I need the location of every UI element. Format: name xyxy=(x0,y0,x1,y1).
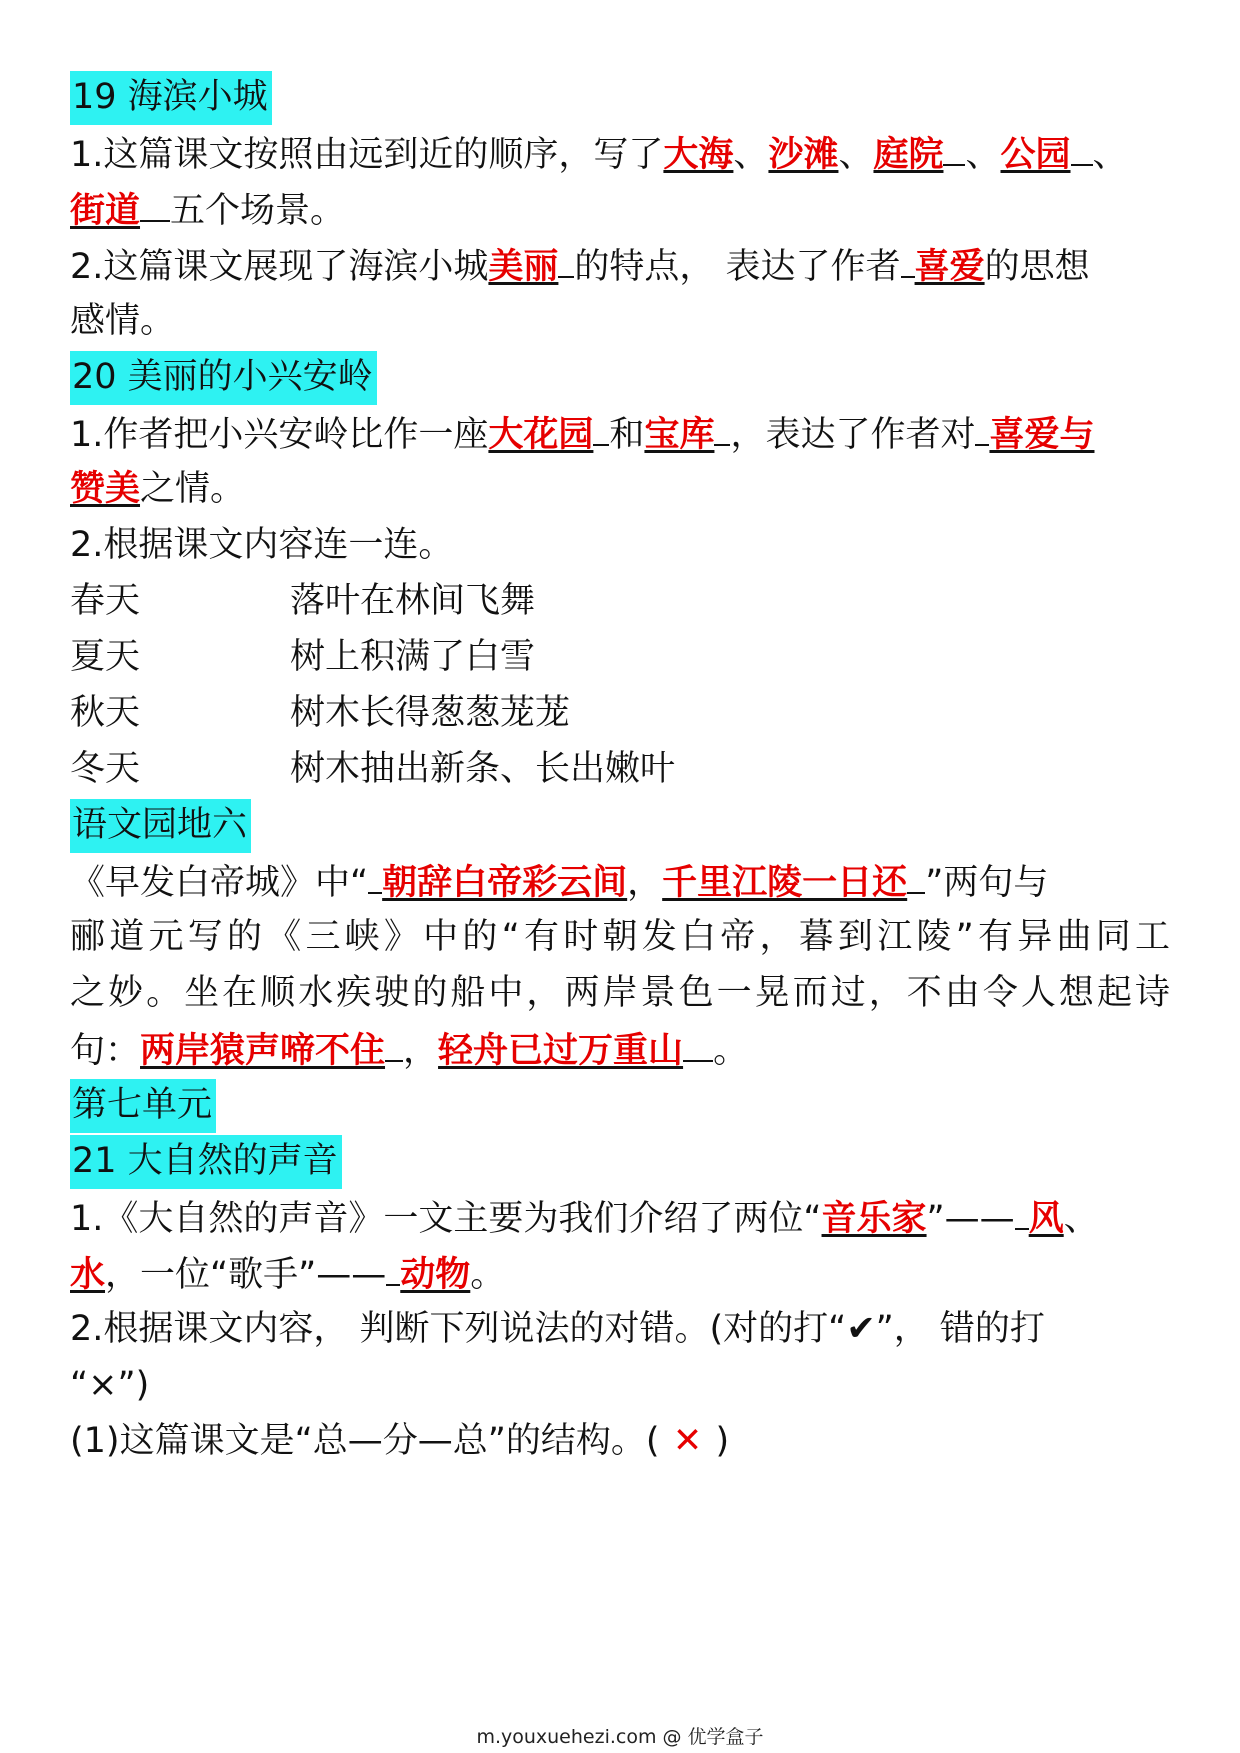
blank-line xyxy=(1071,128,1093,166)
blank-line xyxy=(714,408,730,446)
lesson-21-heading: 21 大自然的声音 xyxy=(70,1135,342,1189)
garden-6-line-3: 之妙。坐在顺水疾驶的船中，两岸景色一晃而过，不由令人想起诗 xyxy=(70,973,1170,1013)
garden-6-line-2: 郦道元写的《三峡》中的“有时朝发白帝，暮到江陵”有异曲同工 xyxy=(70,917,1170,957)
answer: 沙滩 xyxy=(768,135,839,175)
answer: 赞美 xyxy=(70,469,141,509)
season[interactable]: 秋天 xyxy=(70,693,141,733)
answer: 宝库 xyxy=(644,415,715,455)
lesson-21-q3: (1)这篇课文是“总—分—总”的结构。( ✕ ) xyxy=(70,1416,1170,1466)
answer: 大花园 xyxy=(488,415,594,455)
season-description[interactable]: 落叶在林间飞舞 xyxy=(290,581,536,621)
blank-line xyxy=(558,240,574,278)
garden-6-line-1: 《早发白帝城》中“ 朝辞白帝彩云间，千里江陵一日还 ”两句与 xyxy=(70,856,1170,908)
answer: 音乐家 xyxy=(821,1199,927,1239)
answer: 大海 xyxy=(663,135,734,175)
season-description[interactable]: 树木长得葱葱茏茏 xyxy=(290,693,571,733)
unit-7-heading-line xyxy=(70,1080,1170,1130)
lesson-20-q2: 2.根据课文内容连一连。 xyxy=(70,525,454,565)
lesson-19-q2: 2.这篇课文展现了海滨小城美丽 的特点， 表达了作者 喜爱的思想 xyxy=(70,240,1170,292)
lesson-19-q2-cont: 感情。 xyxy=(70,301,176,341)
blank-line xyxy=(943,128,965,166)
lesson-21-q1-cont: 水，一位“歌手”—— 动物。 xyxy=(70,1248,1170,1300)
check-mark-icon: ✔ xyxy=(846,1309,876,1349)
lesson-19-heading-line xyxy=(70,72,1170,122)
answer: 庭院 xyxy=(873,135,944,175)
lesson-21-heading-line xyxy=(70,1136,1170,1186)
season[interactable]: 春天 xyxy=(70,581,141,621)
answer: 两岸猿声啼不住 xyxy=(140,1031,386,1071)
answer: 街道 xyxy=(70,191,141,231)
lesson-21-q1: 1.《大自然的声音》一文主要为我们介绍了两位“音乐家”—— 风、 xyxy=(70,1192,1170,1244)
blank-line xyxy=(386,1248,400,1286)
lesson-20-q1: 1.作者把小兴安岭比作一座大花园 和宝库 ，表达了作者对 喜爱与 xyxy=(70,408,1170,460)
answer: 朝辞白帝彩云间 xyxy=(382,863,628,903)
blank-line xyxy=(385,1024,403,1062)
lesson-19-q1-cont: 街道 五个场景。 xyxy=(70,184,1170,236)
lesson-19-heading: 19 海滨小城 xyxy=(70,71,272,125)
blank-line xyxy=(683,1024,713,1062)
blank-line xyxy=(140,184,170,222)
blank-line xyxy=(593,408,609,446)
wrong-mark-icon[interactable]: ✕ xyxy=(672,1421,703,1461)
answer: 喜爱 xyxy=(914,247,985,287)
season-description[interactable]: 树上积满了白雪 xyxy=(290,637,536,677)
blank-line xyxy=(368,856,382,894)
answer: 动物 xyxy=(400,1255,471,1295)
season-description[interactable]: 树木抽出新条、长出嫩叶 xyxy=(290,749,676,789)
answer: 轻舟已过万重山 xyxy=(438,1031,684,1071)
lesson-20-heading-line xyxy=(70,352,1170,402)
garden-6-heading: 语文园地六 xyxy=(70,799,251,853)
season[interactable]: 冬天 xyxy=(70,749,141,789)
lesson-21-q2: 2.根据课文内容， 判断下列说法的对错。(对的打“✔”， 错的打 xyxy=(70,1309,1045,1349)
blank-line xyxy=(901,240,915,278)
answer: 千里江陵一日还 xyxy=(662,863,908,903)
garden-6-heading-line xyxy=(70,800,1170,850)
blank-line xyxy=(907,856,925,894)
season[interactable]: 夏天 xyxy=(70,637,141,677)
answer: 喜爱与 xyxy=(989,415,1095,455)
garden-6-line-4: 句：两岸猿声啼不住 ，轻舟已过万重山 。 xyxy=(70,1024,1170,1076)
answer: 公园 xyxy=(1000,135,1071,175)
answer: 风 xyxy=(1028,1199,1064,1239)
lesson-20-heading: 20 美丽的小兴安岭 xyxy=(70,351,377,405)
lesson-19-q1: 1.这篇课文按照由远到近的顺序，写了大海、沙滩、庭院 、公园 、 xyxy=(70,128,1170,180)
unit-7-heading: 第七单元 xyxy=(70,1079,216,1133)
lesson-20-q1-cont: 赞美之情。 xyxy=(70,469,246,509)
blank-line xyxy=(975,408,989,446)
footer-watermark: m.youxuehezi.com @ 优学盒子 xyxy=(476,1726,764,1748)
answer: 水 xyxy=(70,1255,106,1295)
lesson-21-q2-cont: “×”) xyxy=(70,1365,150,1405)
answer: 美丽 xyxy=(488,247,559,287)
blank-line xyxy=(1015,1192,1029,1230)
